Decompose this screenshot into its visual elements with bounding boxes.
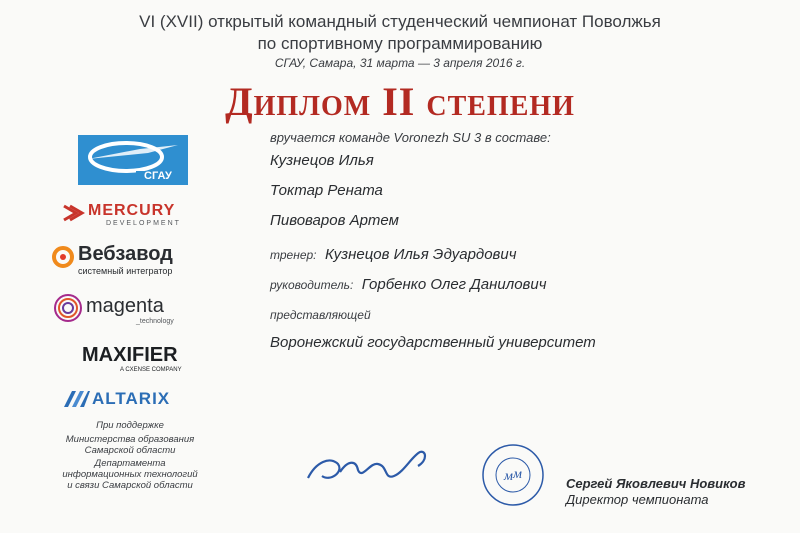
- signer-name: Сергей Яковлевич Новиков: [566, 476, 746, 491]
- coach-name: Кузнецов Илья Эдуардович: [324, 246, 517, 263]
- leader-name: Горбенко Олег Данилович: [361, 276, 547, 293]
- signature: [300, 442, 450, 492]
- mercury-text: MERCURY: [88, 202, 176, 219]
- team-member-1: Кузнецов Илья: [270, 152, 374, 169]
- sgau-logo-text: СГАУ: [144, 170, 172, 182]
- magenta-icon: [52, 292, 84, 324]
- signer-role: Директор чемпионата: [566, 492, 709, 507]
- svg-text:м: м: [504, 469, 513, 484]
- header-line-3: СГАУ, Самара, 31 марта — 3 апреля 2016 г.: [274, 56, 526, 70]
- header-line-2: по спортивному программированию: [257, 34, 543, 53]
- seal-graphic: [480, 442, 546, 508]
- vebzavod-logo: [52, 243, 202, 277]
- mercury-subtext: DEVELOPMENT: [106, 220, 181, 227]
- coach-row: [270, 246, 516, 264]
- magenta-text: magenta: [86, 295, 164, 317]
- magenta-logo: [52, 292, 192, 326]
- altarix-icon: [62, 389, 90, 409]
- altarix-logo: [62, 388, 192, 412]
- coach-label: тренер:: [270, 248, 317, 262]
- team-member-2: Токтар Рената: [270, 182, 383, 199]
- leader-row: [270, 276, 546, 294]
- svg-text:м: м: [513, 467, 522, 482]
- representing-text: представляющей: [270, 308, 371, 322]
- mercury-logo: [62, 200, 192, 230]
- header-line-1: VI (XVII) открытый командный студенческий чемпионат Поволжья: [139, 12, 661, 31]
- university-name: Воронежский государственный университет: [270, 334, 596, 351]
- maxifier-text: MAXIFIER: [82, 344, 178, 366]
- vebzavod-subtext: системный интегратор: [78, 266, 173, 276]
- maxifier-subtext: A CXENSE COMPANY: [120, 367, 182, 373]
- awarded-to-text: вручается команде Voronezh SU 3 в составе:: [270, 130, 551, 145]
- leader-label: руководитель:: [270, 278, 354, 292]
- vebzavod-icon: [52, 246, 74, 268]
- vebzavod-text: Вебзавод: [78, 243, 173, 265]
- team-member-3: Пивоваров Артем: [270, 212, 399, 229]
- altarix-text: ALTARIX: [92, 389, 171, 408]
- magenta-subtext: _technology: [136, 318, 174, 325]
- support-heading: При поддержке: [96, 420, 164, 431]
- mercury-icon: [62, 202, 88, 224]
- faculty-seal: [480, 442, 546, 508]
- diploma-title: Диплом II степени: [225, 79, 575, 124]
- support-org-1: Министерства образования Самарской области: [65, 434, 195, 456]
- sgau-logo: [78, 135, 188, 185]
- maxifier-logo: [82, 344, 192, 374]
- support-org-2: Департамента информационных технологий и связи Самарской области: [62, 458, 198, 491]
